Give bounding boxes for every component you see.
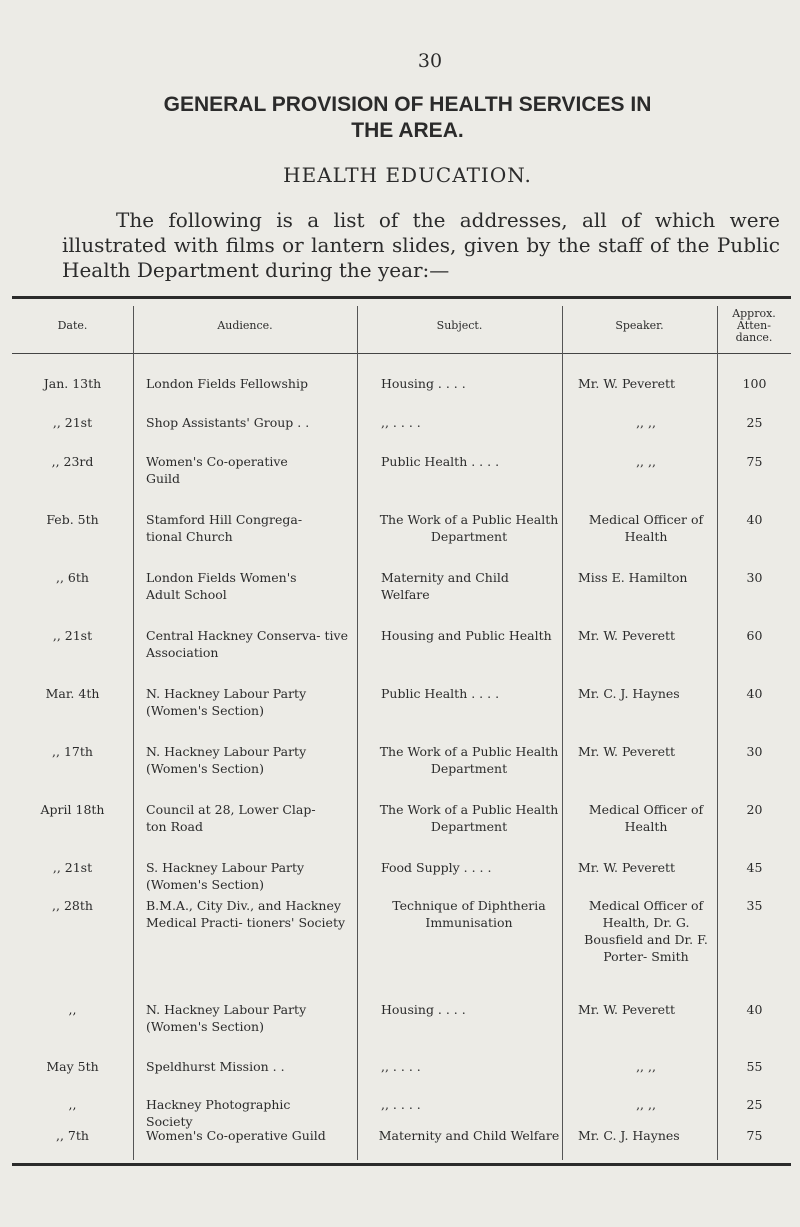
title-line-1: GENERAL PROVISION OF HEALTH SERVICES IN xyxy=(163,93,652,116)
cell-attendance: 100 xyxy=(742,376,767,391)
cell-date: ,, xyxy=(68,1097,77,1112)
cell-subject: ,, . . . . xyxy=(381,415,421,430)
cell-subject: The Work of a Public Health Department xyxy=(379,512,559,544)
cell-date: Jan. 13th xyxy=(43,376,102,391)
cell-date: ,, xyxy=(68,1002,77,1017)
cell-audience: London Fields Fellowship xyxy=(146,376,308,391)
cell-date: ,, 21st xyxy=(52,860,93,875)
cell-subject: The Work of a Public Health Department xyxy=(379,744,559,776)
cell-attendance: 25 xyxy=(746,415,763,430)
cell-audience: Shop Assistants' Group . . xyxy=(146,415,310,430)
column-divider xyxy=(357,306,358,1160)
cell-speaker: ,, ,, xyxy=(636,415,656,430)
table-header-rule xyxy=(12,353,791,354)
cell-speaker: ,, ,, xyxy=(636,1097,656,1112)
table-bottom-rule xyxy=(12,1163,791,1166)
cell-attendance: 75 xyxy=(746,1128,763,1143)
cell-date: ,, 28th xyxy=(52,898,93,913)
cell-attendance: 30 xyxy=(746,570,763,585)
cell-speaker: Mr. W. Peverett xyxy=(578,628,676,643)
cell-audience: S. Hackney Labour Party (Women's Section) xyxy=(146,860,305,892)
cell-date: May 5th xyxy=(46,1059,99,1074)
header-attendance xyxy=(717,300,791,352)
cell-attendance: 55 xyxy=(746,1059,763,1074)
cell-attendance: 25 xyxy=(746,1097,763,1112)
cell-date: April 18th xyxy=(40,802,105,817)
cell-attendance: 40 xyxy=(746,1002,763,1017)
cell-speaker: Mr. W. Peverett xyxy=(578,376,676,391)
header-audience: Audience. xyxy=(217,319,273,332)
cell-subject: Technique of Diphtheria Immunisation xyxy=(392,898,546,930)
page-title xyxy=(0,92,800,144)
page-number: 30 xyxy=(417,50,443,72)
cell-date: ,, 7th xyxy=(56,1128,89,1143)
column-divider xyxy=(717,306,718,1160)
header-date: Date. xyxy=(57,319,88,332)
cell-subject: Housing . . . . xyxy=(381,1002,466,1017)
cell-date: ,, 6th xyxy=(56,570,89,585)
cell-audience: B.M.A., City Div., and Hackney Medical Practi- tioners' Society xyxy=(146,898,346,930)
cell-subject: Food Supply . . . . xyxy=(381,860,492,875)
cell-attendance: 45 xyxy=(746,860,763,875)
header-subject: Subject. xyxy=(436,319,483,332)
header-attendance-line2: Atten- xyxy=(737,319,771,332)
cell-subject: ,, . . . . xyxy=(381,1097,421,1112)
cell-speaker: Mr. W. Peverett xyxy=(578,744,676,759)
cell-subject: Maternity and Child Welfare xyxy=(378,1128,560,1143)
cell-speaker: ,, ,, xyxy=(636,1059,656,1074)
cell-speaker: Medical Officer of Health xyxy=(588,802,704,834)
cell-attendance: 75 xyxy=(746,454,763,469)
cell-subject: Public Health . . . . xyxy=(381,686,500,701)
cell-audience: N. Hackney Labour Party (Women's Section) xyxy=(146,686,307,718)
cell-audience: N. Hackney Labour Party (Women's Section) xyxy=(146,744,307,776)
header-attendance-line1: Approx. xyxy=(732,307,776,320)
section-subtitle: HEALTH EDUCATION. xyxy=(283,163,532,187)
cell-audience: Hackney Photographic Society xyxy=(146,1097,291,1129)
cell-date: ,, 23rd xyxy=(51,454,94,469)
cell-audience: Women's Co-operative Guild xyxy=(146,1128,326,1143)
cell-subject: Housing and Public Health xyxy=(381,628,552,643)
cell-speaker: Mr. C. J. Haynes xyxy=(578,1128,680,1143)
cell-audience: Council at 28, Lower Clap- ton Road xyxy=(146,802,316,834)
cell-audience: N. Hackney Labour Party (Women's Section) xyxy=(146,1002,307,1034)
cell-audience: Central Hackney Conserva- tive Association xyxy=(146,628,348,660)
cell-attendance: 40 xyxy=(746,512,763,527)
intro-text: The following is a list of the addresses, all of which were illustrated with films or lantern slides, given by the staff of the Public Health Department during the year:— xyxy=(62,208,780,282)
cell-speaker: Mr. W. Peverett xyxy=(578,860,676,875)
cell-date: ,, 21st xyxy=(52,628,93,643)
column-divider xyxy=(562,306,563,1160)
cell-date: Feb. 5th xyxy=(46,512,99,527)
cell-speaker: Miss E. Hamilton xyxy=(578,570,688,585)
cell-speaker: Medical Officer of Health, Dr. G. Bousfield and Dr. F. Porter- Smith xyxy=(584,898,708,964)
title-line-2: THE AREA. xyxy=(351,119,464,142)
cell-subject: Maternity and Child Welfare xyxy=(381,570,509,602)
cell-audience: Women's Co-operative Guild xyxy=(146,454,288,486)
addresses-table xyxy=(12,296,791,1166)
cell-speaker: Medical Officer of Health xyxy=(588,512,704,544)
cell-attendance: 30 xyxy=(746,744,763,759)
cell-date: Mar. 4th xyxy=(45,686,100,701)
header-speaker: Speaker. xyxy=(615,319,664,332)
cell-speaker: ,, ,, xyxy=(636,454,656,469)
cell-audience: London Fields Women's Adult School xyxy=(146,570,297,602)
intro-paragraph xyxy=(62,208,780,283)
cell-audience: Stamford Hill Congrega- tional Church xyxy=(146,512,303,544)
cell-subject: The Work of a Public Health Department xyxy=(379,802,559,834)
cell-attendance: 60 xyxy=(746,628,763,643)
cell-subject: Housing . . . . xyxy=(381,376,466,391)
cell-attendance: 20 xyxy=(746,802,763,817)
cell-audience: Speldhurst Mission . . xyxy=(146,1059,285,1074)
header-attendance-line3: dance. xyxy=(735,331,773,344)
cell-attendance: 40 xyxy=(746,686,763,701)
cell-attendance: 35 xyxy=(746,898,763,913)
cell-subject: Public Health . . . . xyxy=(381,454,500,469)
cell-speaker: Mr. W. Peverett xyxy=(578,1002,676,1017)
cell-date: ,, 21st xyxy=(52,415,93,430)
table-top-rule xyxy=(12,296,791,299)
cell-speaker: Mr. C. J. Haynes xyxy=(578,686,680,701)
cell-subject: ,, . . . . xyxy=(381,1059,421,1074)
cell-date: ,, 17th xyxy=(52,744,93,759)
